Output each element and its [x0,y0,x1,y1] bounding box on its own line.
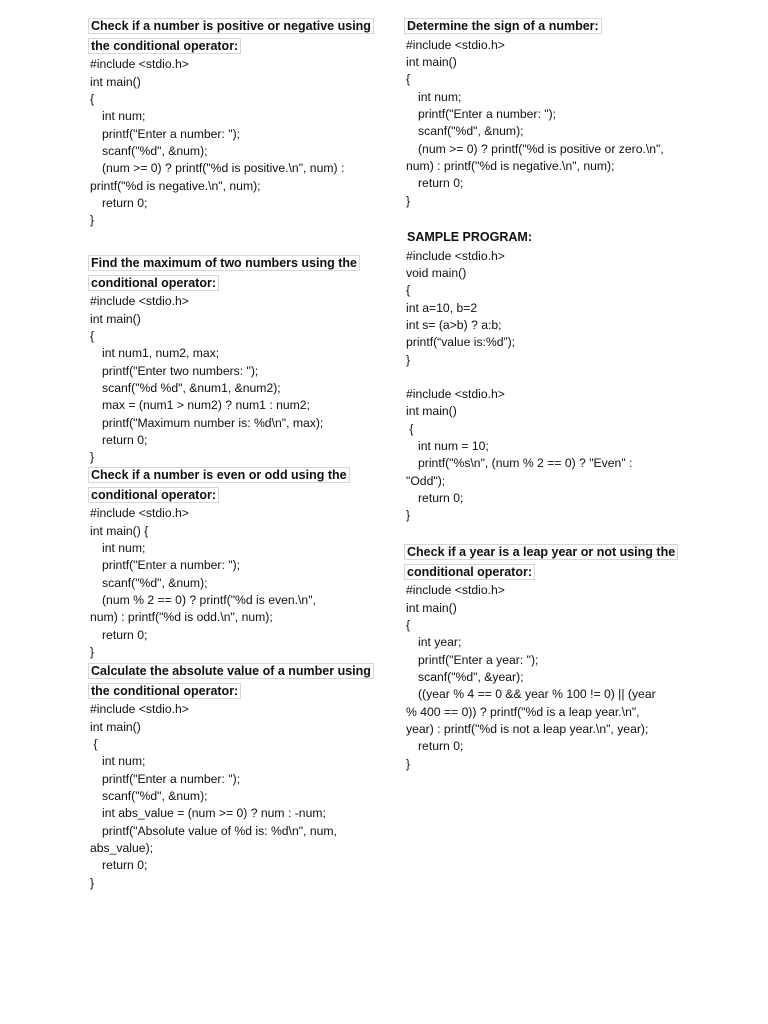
code-line: printf("%s\n", (num % 2 == 0) ? "Even" : [418,456,633,471]
code-line: return 0; [102,858,148,873]
code-line: #include <stdio.h> [90,294,189,309]
code-line: printf(“value is:%d”); [406,335,516,350]
code-line: return 0; [418,176,464,191]
code-line: (num % 2 == 0) ? printf("%d is even.\n", [102,592,316,607]
section-heading: Determine the sign of a number: [406,17,706,37]
code-line: scanf("%d", &num); [102,575,208,590]
code-line: int main() [406,600,457,615]
code-block [90,505,372,661]
code-line: int main() [406,54,457,69]
code-line: } [406,352,411,367]
section-heading: SAMPLE PROGRAM: [406,228,706,248]
code-line: int s= (a>b) ? a:b; [406,317,502,332]
code-line: return 0; [102,195,148,210]
code-line: int main() [406,404,457,419]
code-block [90,701,372,892]
code-line: return 0; [418,491,464,506]
code-line: scanf("%d", &num); [102,788,208,803]
code-line: abs_value); [90,840,154,855]
code-line: year) : printf("%d is not a leap year.\n", year); [406,721,649,736]
code-line: { [90,91,95,106]
code-block [406,386,706,525]
code-line: int abs_value = (num >= 0) ? num : -num; [102,806,326,821]
section-heading: Calculate the absolute value of a number using the conditional operator: [90,662,372,701]
code-line: #include <stdio.h> [406,248,505,263]
code-line: } [90,644,95,659]
code-line: } [90,213,95,228]
code-line: int num = 10; [418,439,489,454]
code-line: } [406,193,411,208]
code-block [90,56,372,229]
code-line: { [90,328,95,343]
section-heading: Check if a number is positive or negative using the conditional operator: [90,17,372,56]
code-line: { [406,421,414,436]
section-even-odd-string [406,386,706,525]
code-line: } [90,450,95,465]
code-line: } [406,508,411,523]
section-leap-year [406,543,706,773]
code-line: int main() { [90,523,149,538]
code-line: printf("Enter a year: "); [418,652,539,667]
code-line: return 0; [418,739,464,754]
section-even-odd [90,466,372,661]
code-block [90,293,372,466]
code-line: { [406,283,411,298]
code-block [406,582,706,773]
code-line: printf("Enter a number: "); [102,558,241,573]
code-line: int a=10, b=2 [406,300,478,315]
code-line: { [90,736,98,751]
section-maximum [90,254,372,467]
code-line: printf("Enter a number: "); [418,106,557,121]
code-line: scanf("%d", &num); [102,143,208,158]
code-line: int main() [90,311,141,326]
code-line: scanf("%d", &num); [418,124,524,139]
section-heading: Check if a number is even or odd using the conditional operator: [90,466,372,505]
code-line: printf("Enter a number: "); [102,126,241,141]
code-line: (num >= 0) ? printf("%d is positive or zero.\n", [418,141,664,156]
code-line: } [90,875,95,890]
section-heading: Find the maximum of two numbers using the conditional operator: [90,254,372,293]
code-line: return 0; [102,432,148,447]
code-line: printf("Enter two numbers: "); [102,363,259,378]
code-line: { [406,617,411,632]
code-line: "Odd"); [406,473,446,488]
section-sign [406,17,706,210]
code-line: (num >= 0) ? printf("%d is positive.\n", num) : [102,161,345,176]
code-line: int num; [102,754,146,769]
code-line: #include <stdio.h> [406,387,505,401]
code-line: ((year % 4 == 0 && year % 100 != 0) || (year [418,687,656,702]
code-block [406,248,706,369]
code-line: printf("Maximum number is: %d\n", max); [102,415,324,430]
code-line: return 0; [102,627,148,642]
code-line: % 400 == 0)) ? printf("%d is a leap year.\n", [406,704,640,719]
code-line: num) : printf("%d is negative.\n", num); [406,159,615,173]
code-line: printf("Enter a number: "); [102,771,241,786]
code-line: #include <stdio.h> [90,702,189,717]
code-block [406,37,706,210]
code-line: { [406,72,411,87]
code-line: printf("Absolute value of %d is: %d\n", num, [102,823,337,838]
section-absolute-value [90,662,372,892]
code-line: scanf("%d", &year); [418,669,524,684]
code-line: #include <stdio.h> [90,506,189,521]
code-line: #include <stdio.h> [406,583,505,598]
code-line: #include <stdio.h> [90,57,189,72]
section-sample-program [406,228,706,369]
section-heading: Check if a year is a leap year or not using the conditional operator: [406,543,706,582]
code-line: max = (num1 > num2) ? num1 : num2; [102,398,310,413]
code-line: scanf("%d %d", &num1, &num2); [102,380,281,395]
code-line: int num; [418,89,462,104]
code-line: int num; [102,540,146,555]
code-line: int year; [418,635,462,650]
code-line: int num; [102,109,146,124]
code-line: int main() [90,719,141,734]
code-line: printf("%d is negative.\n", num); [90,178,261,193]
code-line: void main() [406,265,467,280]
code-line: #include <stdio.h> [406,37,505,52]
code-line: } [406,756,411,771]
code-line: num) : printf("%d is odd.\n", num); [90,610,273,625]
code-line: int num1, num2, max; [102,346,220,361]
section-positive-negative [90,17,372,230]
code-line: int main() [90,74,141,89]
